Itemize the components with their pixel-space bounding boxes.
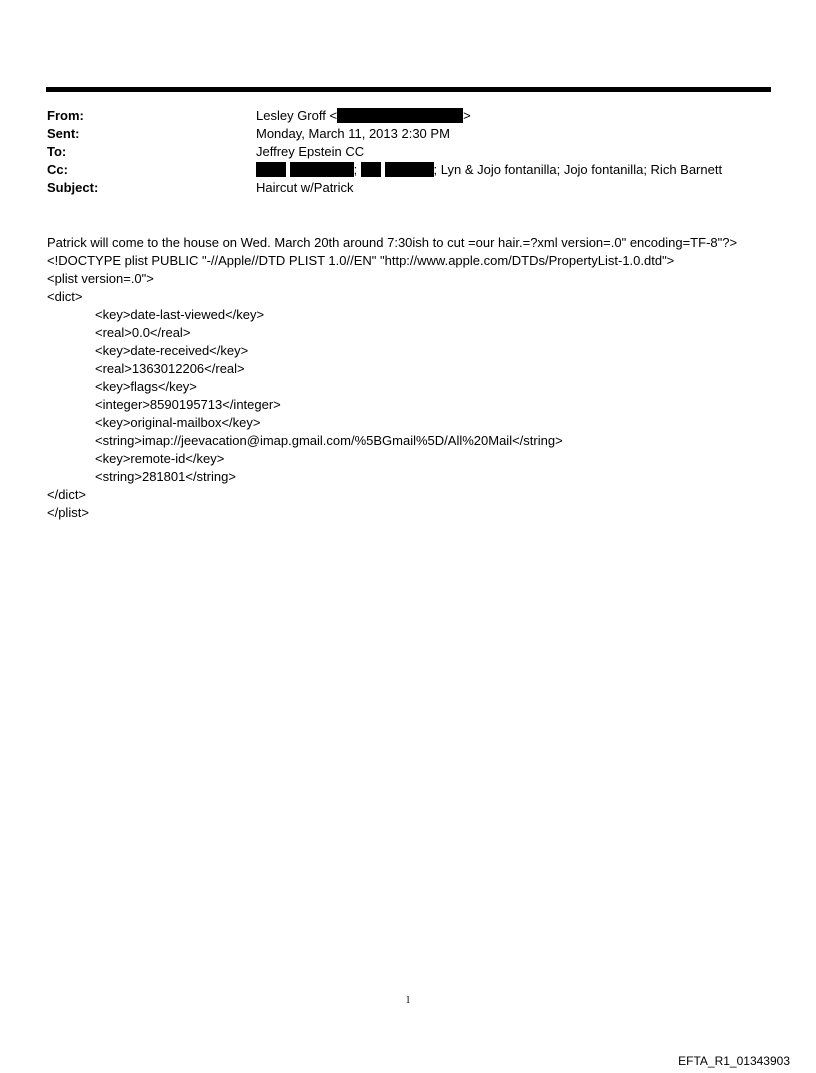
- cc-visible-recipients: ; Lyn & Jojo fontanilla; Jojo fontanilla; Rich Barnett: [433, 162, 723, 177]
- redaction-block: [256, 162, 286, 177]
- body-line: <string>281801</string>: [95, 469, 236, 484]
- cc-value: [256, 161, 722, 179]
- sent-value: Monday, March 11, 2013 2:30 PM: [256, 126, 450, 141]
- document-id: EFTA_R1_01343903: [678, 1054, 790, 1068]
- body-line: Patrick will come to the house on Wed. March 20th around 7:30ish to cut =our hair.=?xml version=.0" encoding=TF-8"?>: [47, 235, 738, 250]
- body-line: </dict>: [47, 487, 87, 502]
- from-label: From:: [47, 108, 84, 123]
- body-line: <integer>8590195713</integer>: [95, 397, 281, 412]
- body-line: <plist version=.0">: [47, 271, 154, 286]
- body-line: </plist>: [47, 505, 89, 520]
- to-row: [47, 143, 772, 161]
- cc-row: [47, 161, 772, 179]
- page-number: 1: [405, 995, 411, 1006]
- redaction-block: [361, 162, 381, 177]
- to-value: Jeffrey Epstein CC: [256, 144, 365, 159]
- subject-value: Haircut w/Patrick: [256, 180, 354, 195]
- cc-separator: ;: [353, 162, 358, 177]
- subject-row: [47, 179, 772, 197]
- body-line: <key>date-received</key>: [95, 343, 249, 358]
- email-header: [47, 107, 772, 197]
- redaction-block: [290, 162, 354, 177]
- body-line: <real>0.0</real>: [95, 325, 191, 340]
- from-name: Lesley Groff <: [256, 108, 338, 123]
- body-line: <string>imap://jeevacation@imap.gmail.com/%5BGmail%5D/All%20Mail</string>: [95, 433, 563, 448]
- body-line: <key>flags</key>: [95, 379, 197, 394]
- redaction-block: [337, 108, 463, 123]
- sent-label: Sent:: [47, 126, 80, 141]
- to-label: To:: [47, 144, 67, 159]
- subject-label: Subject:: [47, 180, 99, 195]
- body-line: <key>remote-id</key>: [95, 451, 225, 466]
- cc-label: Cc:: [47, 162, 68, 177]
- redaction-block: [385, 162, 434, 177]
- header-rule: [46, 87, 771, 92]
- body-line: <dict>: [47, 289, 83, 304]
- sent-row: [47, 125, 772, 143]
- body-line: <!DOCTYPE plist PUBLIC "-//Apple//DTD PLIST 1.0//EN" "http://www.apple.com/DTDs/PropertyList-1.0.dtd">: [47, 253, 675, 268]
- from-row: [47, 107, 772, 125]
- from-suffix: >: [463, 108, 471, 123]
- body-line: <key>date-last-viewed</key>: [95, 307, 265, 322]
- body-line: <key>original-mailbox</key>: [95, 415, 261, 430]
- body-line: <real>1363012206</real>: [95, 361, 245, 376]
- from-value: [256, 107, 471, 125]
- email-body: [47, 234, 787, 522]
